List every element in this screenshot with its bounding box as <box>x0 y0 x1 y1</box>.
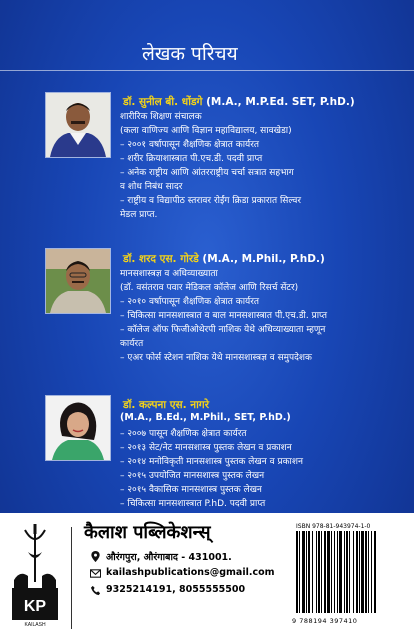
barcode-bar <box>361 531 364 613</box>
author-photo <box>45 248 111 314</box>
author-detail-line: मानसशास्त्रज्ञ व अधिव्याख्याता <box>120 269 218 279</box>
barcode-bar <box>331 531 332 613</box>
barcode-bar <box>327 531 330 613</box>
author-detail-line: व शोध निबंध सादर <box>120 182 183 192</box>
author-detail-line: – २०१३ सेट/नेट मानसशास्त्र पुस्तक लेखन व प्रकाशन <box>120 443 292 453</box>
author-detail-line: – २००७ पासून शैक्षणिक क्षेत्रात कार्यरत <box>120 429 247 439</box>
publisher-address: औरंगपुरा, औरंगाबाद - 431001. <box>106 552 232 563</box>
publisher-phone: 9325214191, 8055555500 <box>106 584 246 595</box>
barcode-bar <box>321 531 322 613</box>
barcode-bar <box>353 531 354 613</box>
email-icon <box>90 568 101 579</box>
author-detail-line: – २०१५ वैकासिक मानसशास्त्र पुस्तक लेखन <box>120 485 262 495</box>
barcode-bar <box>296 531 298 613</box>
author-detail-line: – चिकित्सा मानसशास्त्रात व बाल मानसशास्त्रात पी.एच.डी. प्राप्त <box>120 311 327 321</box>
barcode-bar <box>312 531 313 613</box>
location-pin-icon <box>90 551 101 562</box>
author-detail-line: – शरीर क्रियाशास्त्रात पी.एच.डी. पदवी प्राप्त <box>120 154 263 164</box>
author-detail-line: – अनेक राष्ट्रीय आणि आंतरराष्ट्रीय चर्चा सत्रात सहभाग <box>120 168 294 178</box>
author-detail-line: कार्यरत <box>120 339 144 349</box>
publisher-email: kailashpublications@gmail.com <box>106 567 275 578</box>
phone-icon <box>90 585 101 596</box>
author-detail-line: – चिकित्सा मानसशास्त्रात P.hD. पदवी प्राप्त <box>120 499 266 509</box>
barcode-bar <box>346 531 348 613</box>
barcode-bar <box>299 531 300 613</box>
barcode-bar <box>359 531 360 613</box>
barcode-bar <box>368 531 369 613</box>
barcode-bar <box>306 531 307 613</box>
author-name: डॉ. शरद एस. गोरडे (M.A., M.Phil., P.hD.) <box>123 253 325 265</box>
author-degrees: (M.A., B.Ed., M.Phil., SET, P.hD.) <box>120 412 291 423</box>
barcode-bar <box>308 531 310 613</box>
author-detail-line: – एअर फोर्स स्टेशन नाशिक येथे मानसशास्त्रज्ञ व समुपदेशक <box>120 353 312 363</box>
publisher-name: कैलाश पब्लिकेशन्स् <box>84 522 211 543</box>
barcode-bar <box>365 531 367 613</box>
author-detail-line: शारीरिक शिक्षण संचालक <box>120 112 202 122</box>
author-detail-line: – २०१५ उपयोजित मानसशास्त्र पुस्तक लेखन <box>120 471 265 481</box>
barcode-bar <box>356 531 358 613</box>
barcode-bar <box>316 531 317 613</box>
barcode-bar <box>344 531 345 613</box>
barcode-bar <box>318 531 320 613</box>
author-photo <box>45 92 111 158</box>
author-detail-line: – राष्ट्रीय व विद्यापीठ स्तरावर रोईंग क्रिडा प्रकारात सिल्वर <box>120 196 302 206</box>
barcode-bar <box>339 531 342 613</box>
author-detail-line: – २०१४ मनोविकृती मानसशास्त्र पुस्तक लेखन व प्रकाशन <box>120 457 303 467</box>
isbn-barcode <box>294 531 406 613</box>
author-photo <box>45 395 111 461</box>
isbn-digits: 9 788194 397410 <box>292 617 358 625</box>
barcode-bar <box>349 531 350 613</box>
isbn-label: ISBN 978-81-943974-1-0 <box>296 523 371 530</box>
author-detail-line: – २००१ वर्षापासून शैक्षणिक क्षेत्रात कार्यरत <box>120 140 260 150</box>
author-detail-line: – कॉलेज ऑफ फिजीओथेरपी नाशिक येथे अधिव्याख्याता म्हणून <box>120 325 326 335</box>
barcode-bar <box>371 531 372 613</box>
barcode-bar <box>334 531 335 613</box>
barcode-bar <box>302 531 305 613</box>
page-title: लेखक परिचय <box>142 43 238 65</box>
title-divider <box>0 70 414 71</box>
author-detail-line: (डॉ. वसंतराव पवार मेडिकल कॉलेज आणि रिसर्च सेंटर) <box>120 283 299 293</box>
author-name: डॉ. सुनील बी. धोंडगे (M.A., M.P.Ed. SET, P.hD.) <box>123 96 355 108</box>
publisher-logo <box>6 522 64 628</box>
barcode-bar <box>324 531 326 613</box>
author-name: डॉ. कल्पना एस. नागरे <box>123 399 210 411</box>
logo-subtext: KAILASH <box>24 622 46 628</box>
barcode-bar <box>337 531 338 613</box>
author-detail-line: मेडल प्राप्त. <box>120 210 158 220</box>
barcode-bar <box>374 531 376 613</box>
footer-divider <box>71 527 72 629</box>
author-detail-line: (कला वाणिज्य आणि विज्ञान महाविद्यालय, सावखेडा) <box>120 126 292 136</box>
logo-monogram: KP <box>23 598 47 615</box>
author-detail-line: – २०१० वर्षापासून शैक्षणिक क्षेत्रात कार्यरत <box>120 297 260 307</box>
